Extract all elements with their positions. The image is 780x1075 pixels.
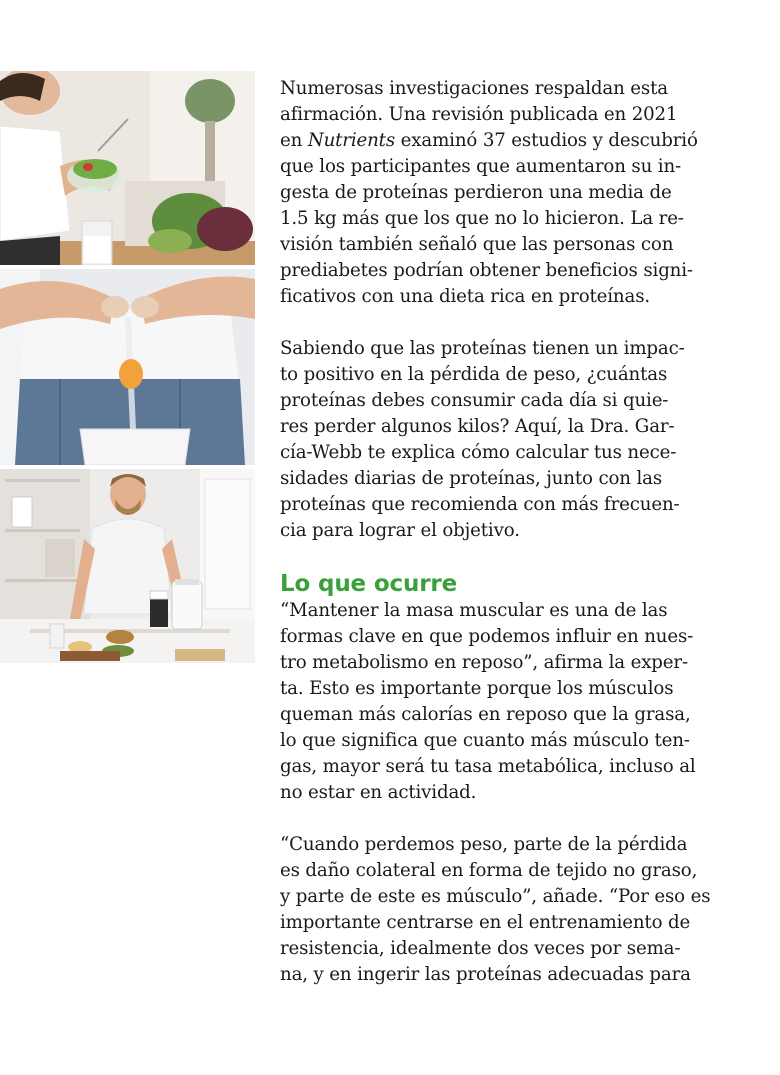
text-line: na, y en ingerir las proteínas adecuadas para [280, 964, 691, 985]
text-line: “Mantener la masa muscular es una de las [280, 600, 668, 621]
text-line: res perder algunos kilos? Aquí, la Dra. Gar- [280, 416, 675, 437]
paragraph-protein-needs [280, 336, 720, 544]
text-line: proteínas debes consumir cada día si quie- [280, 390, 669, 411]
paragraph-research [280, 76, 720, 310]
text-line: Sabiendo que las proteínas tienen un impac- [280, 338, 685, 359]
man-with-protein-shake-photo [0, 469, 255, 663]
text-line: ta. Esto es importante porque los músculos [280, 678, 674, 699]
text-line: visión también señaló que las personas con [280, 234, 674, 255]
text-line: ficativos con una dieta rica en proteínas. [280, 286, 651, 307]
text-line: lo que significa que cuanto más músculo ten- [280, 730, 690, 751]
text-line: no estar en actividad. [280, 782, 477, 803]
article-body [280, 76, 720, 988]
text-line: 1.5 kg más que los que no lo hicieron. La re- [280, 208, 684, 229]
text-line: que los participantes que aumentaron su in- [280, 156, 682, 177]
text-line: sidades diarias de proteínas, junto con las [280, 468, 663, 489]
text-line: es daño colateral en forma de tejido no graso, [280, 860, 698, 881]
text-line: importante centrarse en el entrenamiento de [280, 912, 691, 933]
cracking-egg-photo [0, 269, 255, 465]
woman-eating-salad-photo [0, 71, 255, 265]
text-line: proteínas que recomienda con más frecuen- [280, 494, 680, 515]
text-line: to positivo en la pérdida de peso, ¿cuántas [280, 364, 668, 385]
text-line: Numerosas investigaciones respaldan esta [280, 78, 668, 99]
text-line: “Cuando perdemos peso, parte de la pérdida [280, 834, 688, 855]
text-line: tro metabolismo en reposo”, afirma la exper- [280, 652, 688, 673]
text-line: resistencia, idealmente dos veces por sema- [280, 938, 681, 959]
journal-name: Nutrients [307, 130, 396, 151]
paragraph-weight-loss [280, 832, 720, 988]
text-line: formas clave en que podemos influir en nues- [280, 626, 694, 647]
paragraph-muscle-mass [280, 598, 720, 806]
photo-column [0, 71, 255, 663]
text-line: cía-Webb te explica cómo calcular tus nece- [280, 442, 677, 463]
text-line: prediabetes podrían obtener beneficios signi- [280, 260, 693, 281]
text-line: gesta de proteínas perdieron una media de [280, 182, 672, 203]
text-line: en Nutrients examinó 37 estudios y descubrió [280, 130, 698, 151]
section-heading: Lo que ocurre [280, 571, 458, 597]
text-line: cia para lograr el objetivo. [280, 520, 520, 541]
text-line: gas, mayor será tu tasa metabólica, incluso al [280, 756, 696, 777]
text-line: y parte de este es músculo”, añade. “Por eso es [280, 886, 711, 907]
text-line: queman más calorías en reposo que la grasa, [280, 704, 691, 725]
text-line: afirmación. Una revisión publicada en 2021 [280, 104, 678, 125]
